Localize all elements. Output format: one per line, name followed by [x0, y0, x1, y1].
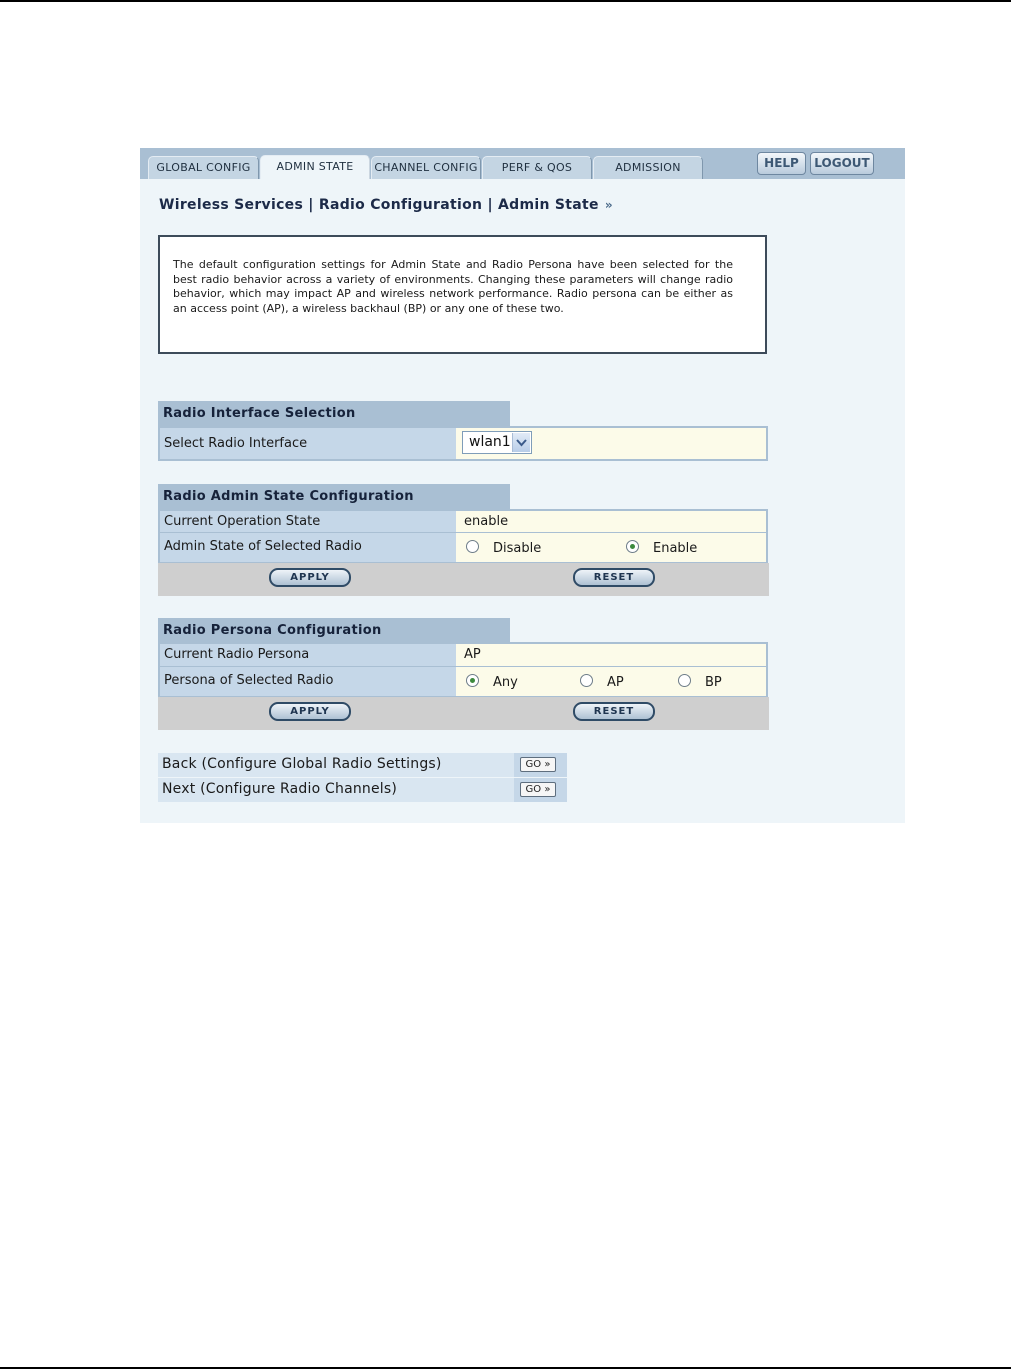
select-radio-interface-label: Select Radio Interface: [160, 428, 456, 459]
persona-bp-radio[interactable]: [678, 674, 691, 687]
logout-button[interactable]: LOGOUT: [810, 152, 874, 175]
tab-perf-qos[interactable]: PERF & QOS: [482, 156, 592, 179]
current-radio-persona-label: Current Radio Persona: [160, 644, 456, 666]
tab-bar: [140, 148, 905, 179]
tab-global-config[interactable]: GLOBAL CONFIG: [148, 156, 259, 179]
persona-ap-radio[interactable]: [580, 674, 593, 687]
breadcrumb-text: Wireless Services | Radio Configuration | Admin State: [159, 197, 599, 213]
admin-state-section-title: Radio Admin State Configuration: [158, 484, 510, 510]
breadcrumb-arrow-icon: »: [604, 198, 613, 212]
back-nav-label: Back (Configure Global Radio Settings): [162, 756, 442, 772]
admin-state-select-label: Admin State of Selected Radio: [160, 533, 456, 562]
persona-section-title: Radio Persona Configuration: [158, 618, 510, 644]
admin-state-disable-radio[interactable]: [466, 540, 479, 553]
next-nav-row: [158, 778, 567, 802]
current-radio-persona-value: AP: [464, 647, 481, 662]
back-nav-cell: [514, 753, 567, 777]
persona-any-label: Any: [493, 675, 518, 690]
persona-select-label: Persona of Selected Radio: [160, 667, 456, 696]
tab-admin-state[interactable]: ADMIN STATE: [260, 155, 370, 179]
help-button[interactable]: HELP: [757, 152, 806, 175]
next-go-button[interactable]: GO »: [520, 782, 556, 797]
admin-state-disable-label: Disable: [493, 541, 542, 556]
admin-state-enable-radio[interactable]: [626, 540, 639, 553]
next-nav-label: Next (Configure Radio Channels): [162, 781, 398, 797]
select-radio-interface-row: [158, 426, 768, 461]
admin-state-apply-button[interactable]: APPLY: [269, 568, 351, 587]
current-radio-persona-row: [158, 642, 768, 668]
admin-state-button-row: [158, 563, 769, 596]
persona-ap-label: AP: [607, 675, 624, 690]
persona-select-row: [158, 667, 768, 698]
back-nav-row: [158, 753, 567, 777]
next-nav-cell: [514, 778, 567, 802]
bottom-rule: [0, 1367, 1011, 1369]
current-operation-state-value: enable: [464, 514, 509, 529]
persona-button-row: [158, 697, 769, 730]
back-go-button[interactable]: GO »: [520, 757, 556, 772]
admin-state-panel: [140, 148, 905, 823]
admin-state-reset-button[interactable]: RESET: [573, 568, 655, 587]
persona-bp-label: BP: [705, 675, 722, 690]
admin-state-options: [458, 533, 766, 562]
radio-interface-selected-value: wlan1: [469, 434, 511, 450]
info-box: The default configuration settings for Admin State and Radio Persona have been selected for the best radio behavior across a variety of environments. Changing these parameters will change radio behavior, which may impact AP and wireless network performance. Radio persona can be either as an access point (AP), a wireless backhaul (BP) or any one of these two.: [158, 235, 767, 354]
top-rule: [0, 0, 1011, 2]
breadcrumb: [159, 197, 613, 213]
persona-reset-button[interactable]: RESET: [573, 702, 655, 721]
current-operation-state-row: [158, 509, 768, 534]
radio-interface-section-title: Radio Interface Selection: [158, 401, 510, 427]
dropdown-arrow-icon[interactable]: [512, 433, 530, 452]
tab-channel-config[interactable]: CHANNEL CONFIG: [371, 156, 481, 179]
select-radio-interface-cell: [458, 428, 766, 459]
persona-any-radio[interactable]: [466, 674, 479, 687]
radio-interface-select[interactable]: [462, 431, 532, 454]
tab-admission[interactable]: ADMISSION: [593, 156, 703, 179]
persona-apply-button[interactable]: APPLY: [269, 702, 351, 721]
admin-state-select-row: [158, 533, 768, 564]
current-operation-state-label: Current Operation State: [160, 511, 456, 532]
admin-state-enable-label: Enable: [653, 541, 698, 556]
persona-options: [458, 667, 766, 696]
